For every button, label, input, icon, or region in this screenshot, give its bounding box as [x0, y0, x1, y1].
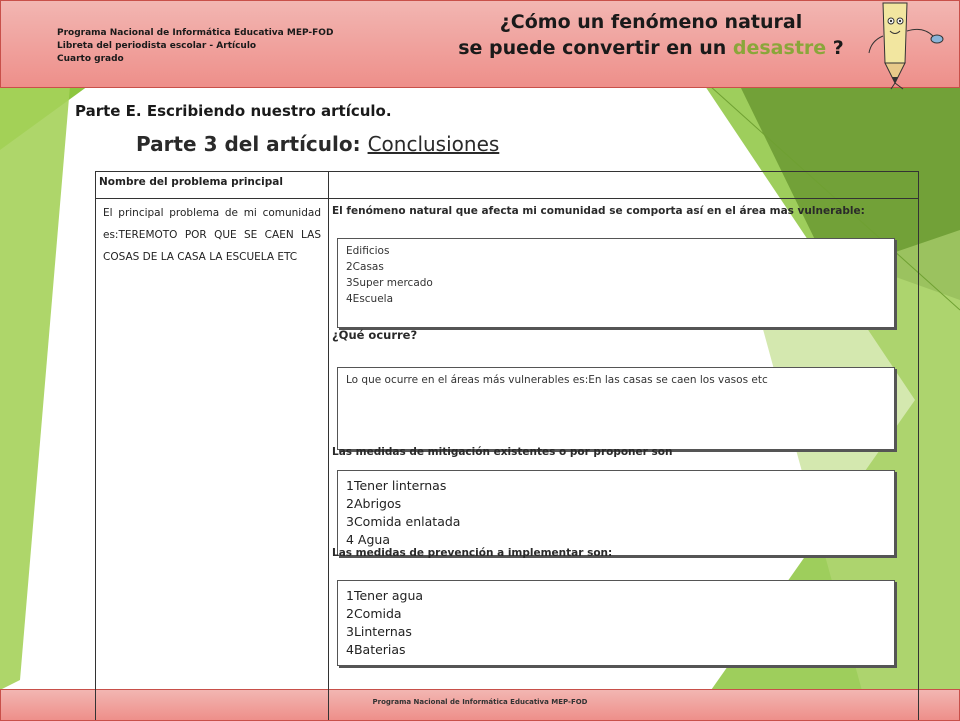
what-happens-box: [337, 367, 895, 450]
behavior-item: 3Super mercado: [346, 277, 433, 289]
table-top-border: [95, 171, 919, 172]
behavior-item: 4Escuela: [346, 293, 394, 305]
mitigation-box: [337, 470, 895, 556]
section-title-parte-3: [136, 132, 499, 156]
prevention-item: 3Linternas: [346, 624, 412, 639]
table-left-border: [95, 171, 96, 720]
table-column-divider: [328, 171, 329, 720]
prevention-item: 4Baterias: [346, 642, 406, 657]
behavior-box: [337, 238, 895, 328]
pencil-mascot-icon: [863, 1, 959, 91]
title-highlight-word: desastre: [732, 37, 827, 59]
title-line-2: [421, 35, 881, 61]
mitigation-item: 2Abrigos: [346, 496, 402, 511]
program-info: [57, 27, 333, 66]
parte3-prefix: Parte 3 del artículo:: [136, 132, 368, 156]
prevention-box: [337, 580, 895, 666]
behavior-label: El fenómeno natural que afecta mi comunidad se comporta así en el área mas vulnerable:: [332, 205, 865, 217]
title-line-2-suffix: ?: [826, 37, 844, 59]
table-right-border: [918, 171, 919, 720]
what-happens-label: ¿Qué ocurre?: [332, 328, 418, 342]
mitigation-label: Las medidas de mitigación existentes o por proponer son: [332, 446, 673, 458]
behavior-item: Edificios: [346, 245, 390, 257]
header-banner: [0, 0, 960, 88]
prevention-item: 1Tener agua: [346, 588, 424, 603]
program-line-2: Libreta del periodista escolar - Artículo: [57, 41, 257, 51]
title-line-2-prefix: se puede convertir en un: [458, 37, 733, 59]
section-title-parte-e: Parte E. Escribiendo nuestro artículo.: [75, 102, 392, 120]
prevention-item: 2Comida: [346, 606, 402, 621]
footer-text: Programa Nacional de Informática Educativa MEP-FOD: [372, 698, 588, 706]
title-line-1: ¿Cómo un fenómeno natural: [499, 11, 803, 33]
mitigation-item: 4 Agua: [346, 532, 390, 547]
what-happens-text: Lo que ocurre en el áreas más vulnerables es:En las casas se caen los vasos etc: [346, 374, 768, 386]
mitigation-item: 3Comida enlatada: [346, 514, 461, 529]
prevention-label: Las medidas de prevención a implementar son:: [332, 547, 613, 559]
mitigation-item: 1Tener linternas: [346, 478, 447, 493]
program-line-1: Programa Nacional de Informática Educativa MEP-FOD: [57, 28, 334, 38]
green-shape-left: [0, 86, 70, 690]
problem-description: El principal problema de mi comunidad es:TEREMOTO POR QUE SE CAEN LAS COSAS DE LA CASA LA ESCUELA ETC: [103, 207, 321, 263]
behavior-item: 2Casas: [346, 261, 384, 273]
parte3-underlined: Conclusiones: [367, 132, 500, 156]
table-header-divider: [95, 198, 919, 199]
program-line-3: Cuarto grado: [57, 54, 124, 64]
header-title: [421, 9, 881, 61]
problem-name-label: Nombre del problema principal: [99, 176, 283, 188]
